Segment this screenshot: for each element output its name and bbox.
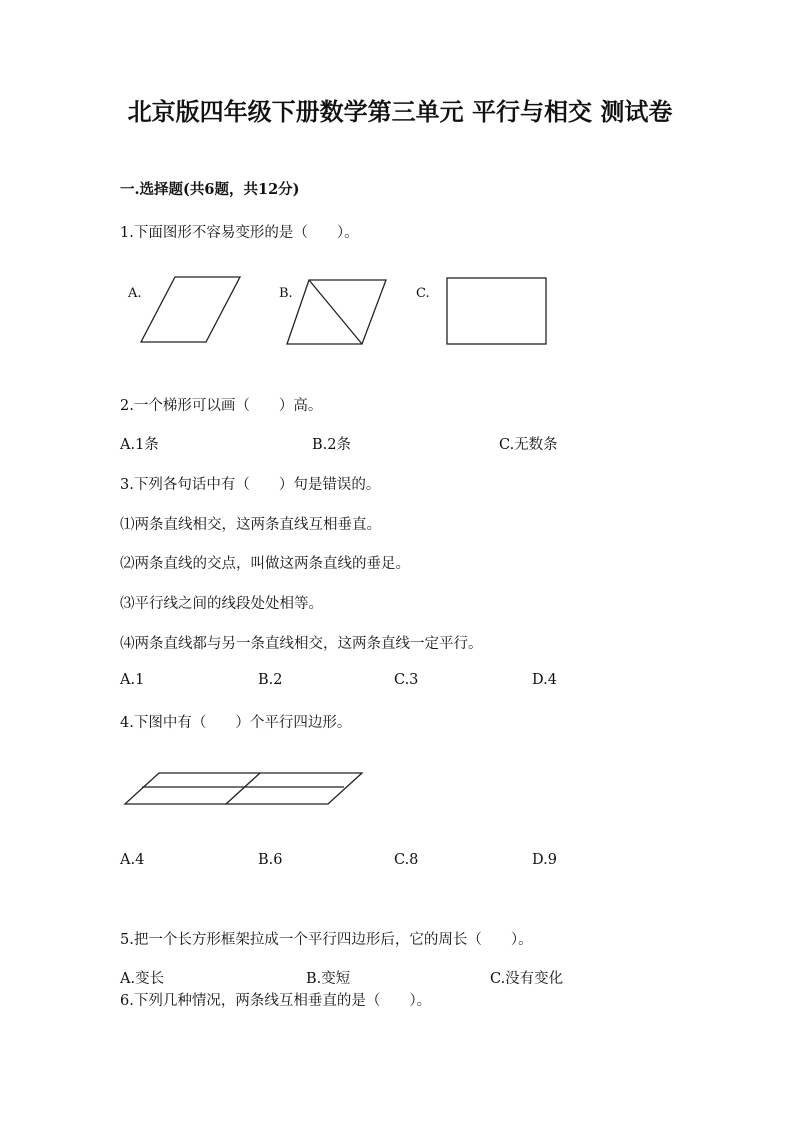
q3-statement-2: ⑵两条直线的交点，叫做这两条直线的垂足。 xyxy=(120,556,410,572)
q5-option-a[interactable]: A.变长 xyxy=(120,971,165,987)
section-heading: 一.选择题(共6题，共12分) xyxy=(120,181,300,198)
parallelogram-grid-figure xyxy=(124,772,364,806)
rectangle-figure xyxy=(446,277,547,345)
parallelogram-with-diagonal-figure xyxy=(286,279,388,347)
q4-option-a[interactable]: A.4 xyxy=(120,852,145,868)
q3-statement-4: ⑷两条直线都与另一条直线相交，这两条直线一定平行。 xyxy=(120,636,483,652)
q3-statement-1: ⑴两条直线相交，这两条直线互相垂直。 xyxy=(120,517,381,533)
q3-option-a[interactable]: A.1 xyxy=(120,672,145,688)
figure-label-b: B. xyxy=(279,286,293,301)
question-2-stem: 2.一个梯形可以画（ ）高。 xyxy=(120,398,323,414)
question-5-stem: 5.把一个长方形框架拉成一个平行四边形后，它的周长（ ）。 xyxy=(120,932,533,948)
q3-option-d[interactable]: D.4 xyxy=(532,672,557,688)
question-3-stem: 3.下列各句话中有（ ）句是错误的。 xyxy=(120,477,381,493)
q4-option-b[interactable]: B.6 xyxy=(258,852,283,868)
page-title: 北京版四年级下册数学第三单元 平行与相交 测试卷 xyxy=(127,97,673,126)
q4-option-d[interactable]: D.9 xyxy=(532,852,557,868)
parallelogram-figure xyxy=(140,276,242,344)
q3-option-c[interactable]: C.3 xyxy=(394,672,419,688)
q2-option-a[interactable]: A.1条 xyxy=(120,437,159,453)
q5-option-c[interactable]: C.没有变化 xyxy=(490,971,564,987)
q5-option-b[interactable]: B.变短 xyxy=(306,971,351,987)
q2-option-b[interactable]: B.2条 xyxy=(312,437,351,453)
question-1-stem: 1.下面图形不容易变形的是（ ）。 xyxy=(120,225,359,241)
q3-statement-3: ⑶平行线之间的线段处处相等。 xyxy=(120,596,323,612)
q3-option-b[interactable]: B.2 xyxy=(258,672,283,688)
figure-label-c: C. xyxy=(416,286,430,301)
q2-option-c[interactable]: C.无数条 xyxy=(499,437,558,453)
question-4-stem: 4.下图中有（ ）个平行四边形。 xyxy=(120,715,352,731)
question-6-stem: 6.下列几种情况，两条线互相垂直的是（ ）。 xyxy=(120,993,432,1009)
q4-option-c[interactable]: C.8 xyxy=(394,852,419,868)
figure-label-a: A. xyxy=(128,286,142,301)
